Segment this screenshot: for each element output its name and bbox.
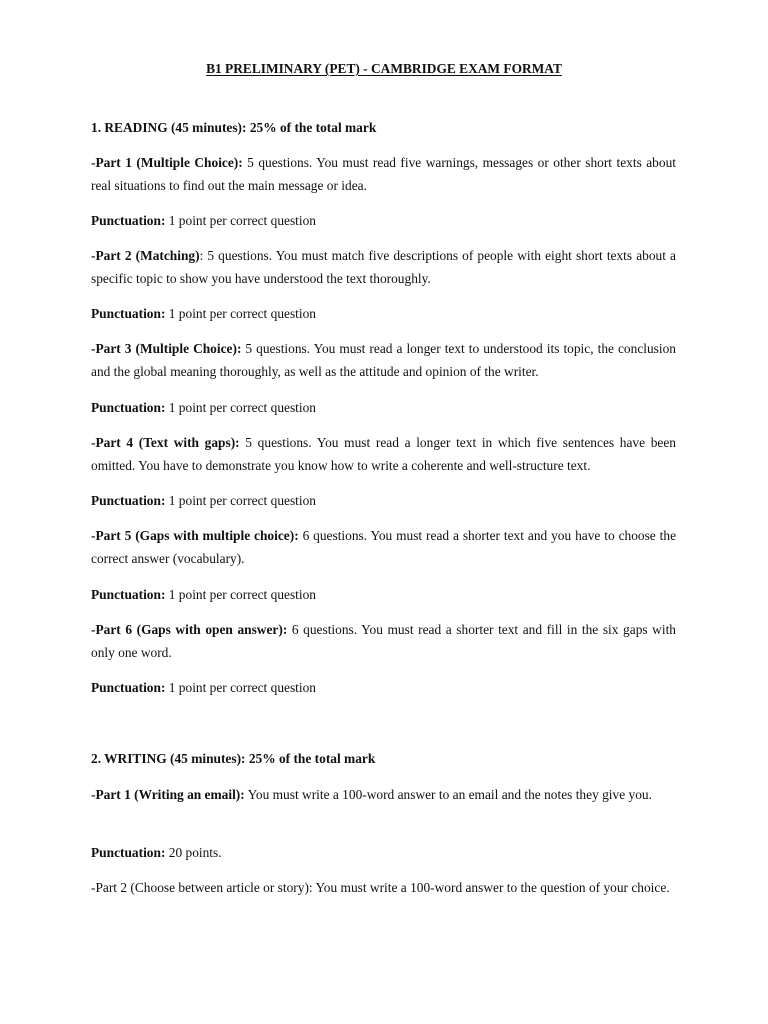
reading-part-1 xyxy=(91,151,676,197)
punctuation-value: 1 point per correct question xyxy=(165,493,317,508)
writing-heading: 2. WRITING (45 minutes): 25% of the total mark xyxy=(91,751,376,766)
writing-part-1-punctuation xyxy=(91,841,676,864)
reading-part-4 xyxy=(91,431,676,477)
reading-part-2 xyxy=(91,244,676,290)
reading-heading: 1. READING (45 minutes): 25% of the total mark xyxy=(91,120,377,135)
part-text: 6 questions. You must read a shorter text and fill in the six gaps with only one word. xyxy=(91,622,676,660)
punctuation-value: 1 point per correct question xyxy=(165,400,317,415)
reading-part-3 xyxy=(91,337,676,383)
punctuation-label: Punctuation: xyxy=(91,400,166,415)
part-label: -Part 5 (Gaps with multiple choice): xyxy=(91,528,299,543)
part-text: 5 questions. You must read five warnings, messages or other short texts about real situations to find out the main message or idea. xyxy=(91,155,676,193)
part-label: -Part 2 (Matching) xyxy=(91,248,200,263)
punctuation-value: 1 point per correct question xyxy=(165,680,317,695)
part-text: 5 questions. You must read a longer text in which five sentences have been omitted. You have to demonstrate you know how to write a coherente and well-structure text. xyxy=(91,435,676,473)
part-text: 6 questions. You must read a shorter text and you have to choose the correct answer (vocabulary). xyxy=(91,528,677,566)
reading-part-3-punctuation xyxy=(91,396,676,419)
punctuation-label: Punctuation: xyxy=(91,493,166,508)
part-text: You must write a 100-word answer to an email and the notes they give you. xyxy=(244,787,652,802)
reading-part-4-punctuation xyxy=(91,489,676,512)
part-label: -Part 6 (Gaps with open answer): xyxy=(91,622,288,637)
part-label: -Part 1 (Writing an email): xyxy=(91,787,245,802)
punctuation-label: Punctuation: xyxy=(91,587,166,602)
part-text: 5 questions. You must read a longer text to understood its topic, the conclusion and the global meaning thoroughly, as well as the attitude and opinion of the writer. xyxy=(91,341,676,379)
writing-part-2: -Part 2 (Choose between article or story): You must write a 100-word answer to the question of your choice. xyxy=(91,880,670,895)
punctuation-label: Punctuation: xyxy=(91,845,166,860)
reading-part-5-punctuation xyxy=(91,583,676,606)
punctuation-value: 20 points. xyxy=(165,845,222,860)
reading-part-5 xyxy=(91,524,676,570)
part-label: -Part 4 (Text with gaps): xyxy=(91,435,240,450)
reading-part-6-punctuation xyxy=(91,676,676,699)
reading-part-6 xyxy=(91,618,676,664)
document-title: B1 PRELIMINARY (PET) - CAMBRIDGE EXAM FORMAT xyxy=(206,61,562,76)
part-text: : 5 questions. You must match five descriptions of people with eight short texts about a specific topic to show you have understood the text thoroughly. xyxy=(91,248,676,286)
reading-part-2-punctuation xyxy=(91,302,676,325)
punctuation-value: 1 point per correct question xyxy=(165,306,317,321)
writing-part-1 xyxy=(91,783,676,806)
punctuation-label: Punctuation: xyxy=(91,680,166,695)
punctuation-label: Punctuation: xyxy=(91,306,166,321)
punctuation-value: 1 point per correct question xyxy=(165,213,317,228)
reading-part-1-punctuation xyxy=(91,209,676,232)
punctuation-label: Punctuation: xyxy=(91,213,166,228)
part-label: -Part 1 (Multiple Choice): xyxy=(91,155,243,170)
punctuation-value: 1 point per correct question xyxy=(165,587,317,602)
part-label: -Part 3 (Multiple Choice): xyxy=(91,341,242,356)
